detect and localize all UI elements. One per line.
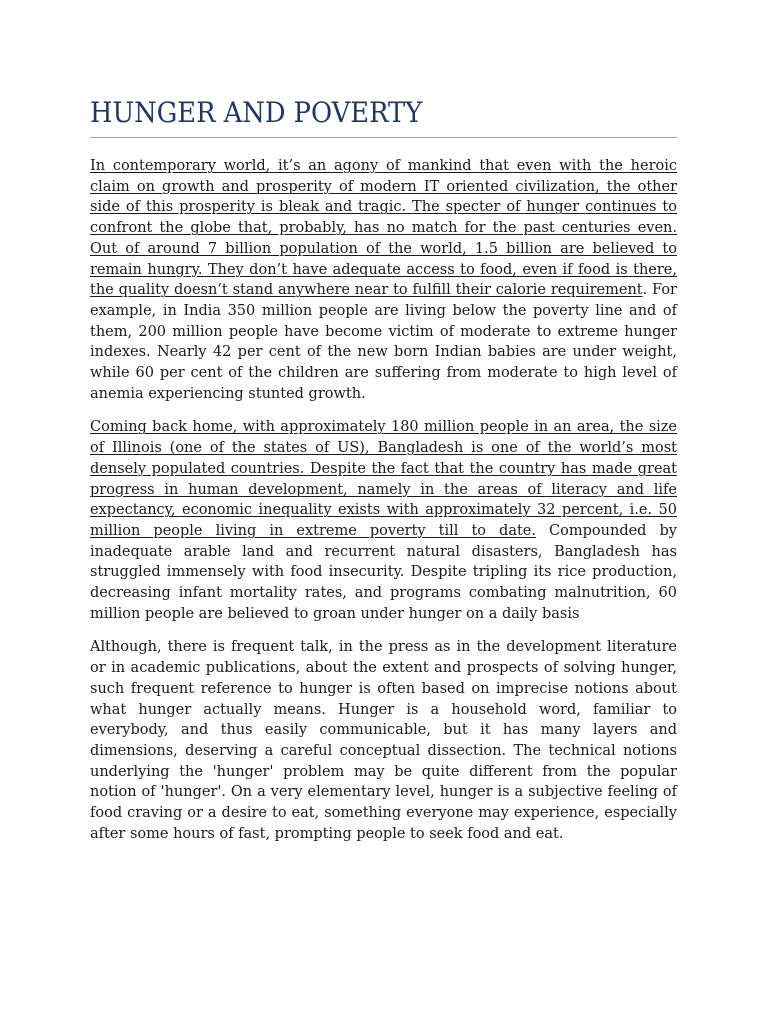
document-body — [90, 156, 677, 858]
paragraph-3-text: Although, there is frequent talk, in the press as in the development literature or in academic publications, about the extent and prospects of solving hunger, such frequent reference to hunger is often based on imprecise notions about what hunger actually means. Hunger is a household word, familiar to everybody, and thus easily communicable, but it has many layers and dimensions, deserving a careful conceptual dissection. The technical notions underlying the 'hunger' problem may be quite different from the popular notion of 'hunger'. On a very elementary level, hunger is a subjective feeling of food craving or a desire to eat, something everyone may experience, especially after some hours of fast, prompting people to seek food and eat. — [90, 639, 677, 842]
paragraph-1 — [90, 156, 677, 404]
page-title: HUNGER AND POVERTY — [90, 96, 423, 129]
paragraph-2 — [90, 417, 677, 624]
paragraph-2-underlined-text: Coming back home, with approximately 180 million people in an area, the size of Illinois (one of the states of US), Bangladesh is one of the world’s most densely populated countries. Despite the fact that the country has made great progress in human development, namely in the areas of literacy and life expectancy, economic inequality exists with approximately 32 percent, i.e. 50 million people living in extreme poverty till to date. — [90, 419, 677, 539]
paragraph-1-text: . For example, in India 350 million people are living below the poverty line and of them, 200 million people have become victim of moderate to extreme hunger indexes. Nearly 42 per cent of the new born Indian babies are under weight, while 60 per cent of the children are suffering from moderate to high level of anemia experiencing stunted growth. — [90, 282, 677, 402]
paragraph-2-text: Compounded by inadequate arable land and recurrent natural disasters, Bangladesh has struggled immensely with food insecurity. Despite tripling its rice production, decreasing infant mortality rates, and programs combating malnutrition, 60 million people are believed to groan under hunger on a daily basis — [90, 522, 677, 622]
paragraph-1-underlined-text: In contemporary world, it’s an agony of mankind that even with the heroic claim on growth and prosperity of modern IT oriented civilization, the other side of this prosperity is bleak and tragic. The specter of hunger continues to confront the globe that, probably, has no match for the past centuries even. Out of around 7 billion population of the world, 1.5 billion are believed to remain hungry. They don’t have adequate access to food, even if food is there, the quality doesn’t stand anywhere near to fulfill their calorie requirement — [90, 158, 677, 299]
title-underline-divider — [90, 137, 677, 138]
paragraph-3 — [90, 637, 677, 844]
